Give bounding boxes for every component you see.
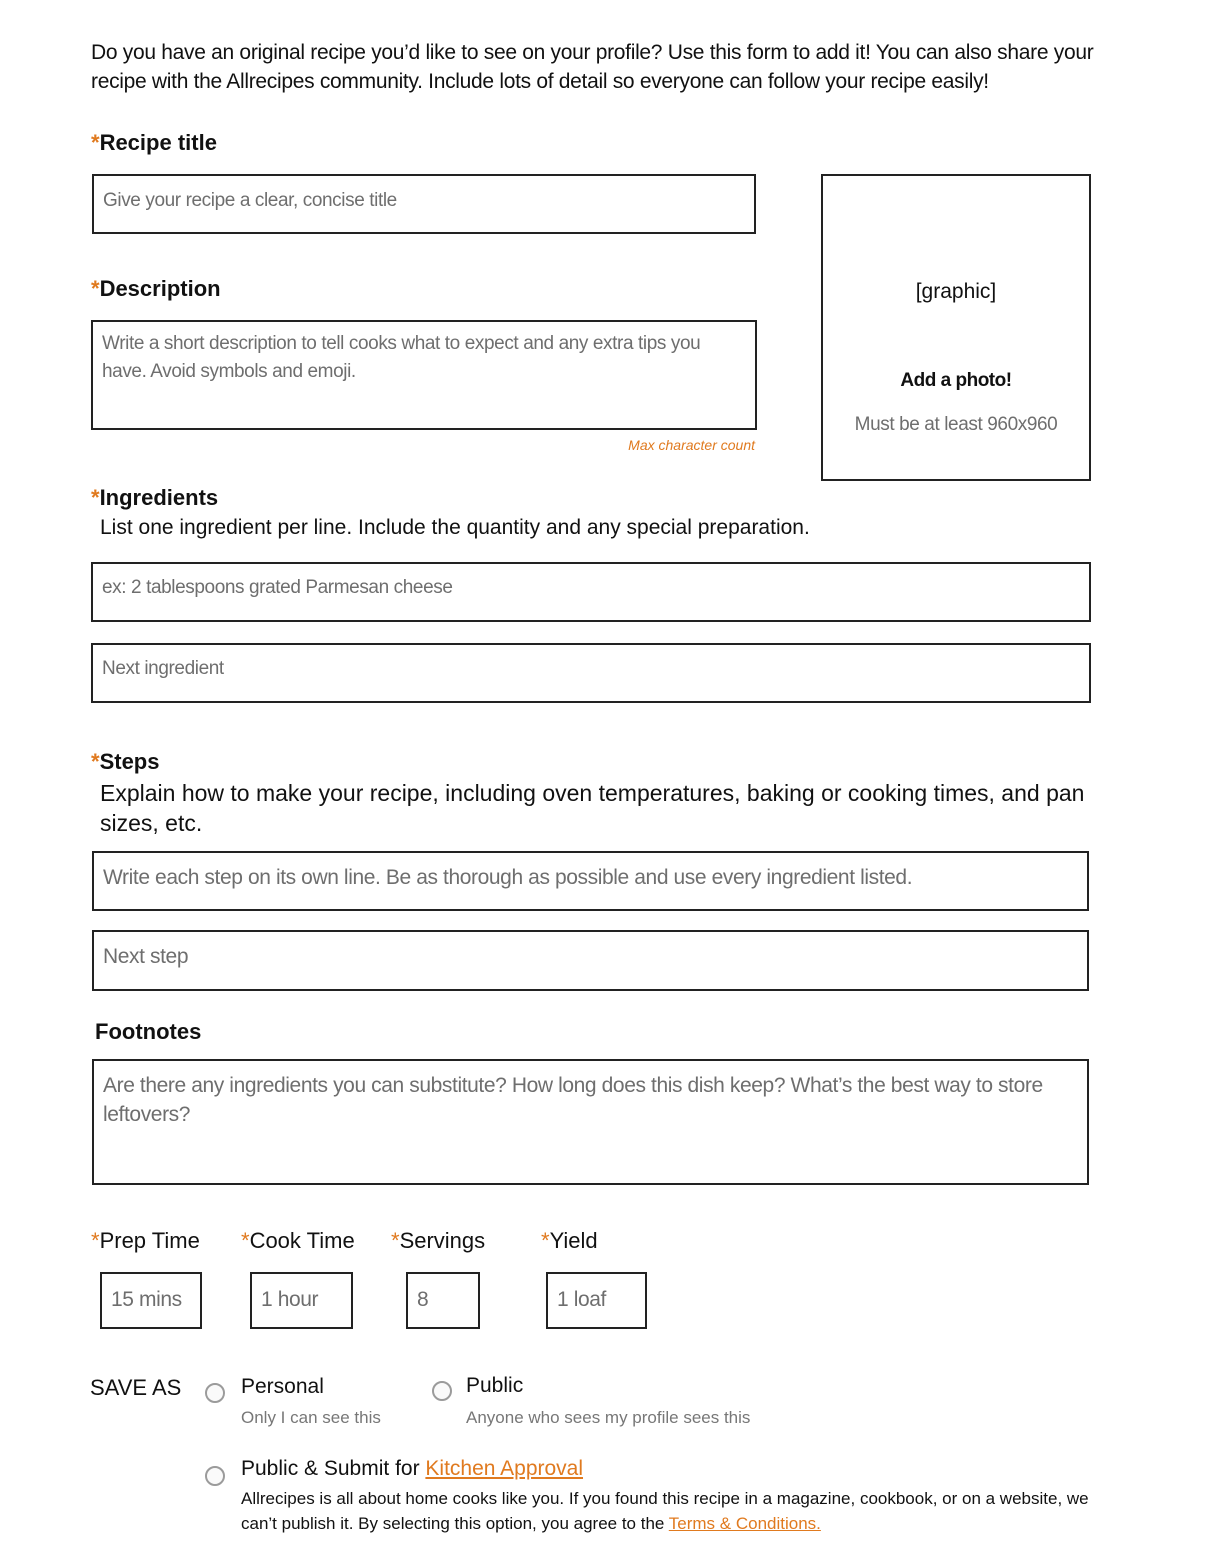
steps-helper: Explain how to make your recipe, including oven temperatures, baking or cooking times, and pan sizes, etc.: [100, 780, 1085, 836]
required-marker: *: [91, 749, 100, 774]
save-as-label: SAVE AS: [90, 1375, 182, 1400]
yield-label: [541, 1228, 598, 1254]
prep-time-label: [91, 1228, 200, 1254]
steps-label-text: Steps: [99, 749, 160, 774]
add-photo-box[interactable]: [821, 174, 1091, 481]
yield-input[interactable]: 1 loaf: [546, 1272, 647, 1329]
submit-approval-description: Allrecipes is all about home cooks like you. If you found this recipe in a magazine, cookbook, or on a website, we can’t publish it. By selecting this option, you agree to the: [241, 1489, 1089, 1533]
submit-approval-option-label: [241, 1457, 583, 1481]
ingredients-helper: List one ingredient per line. Include the quantity and any special preparation.: [100, 516, 810, 539]
kitchen-approval-link[interactable]: Kitchen Approval: [425, 1457, 584, 1480]
required-marker: *: [241, 1228, 250, 1253]
personal-option-label: Personal: [241, 1375, 324, 1398]
photo-graphic: [graphic]: [915, 280, 997, 303]
personal-radio[interactable]: [205, 1383, 225, 1403]
servings-input[interactable]: 8: [406, 1272, 480, 1329]
recipe-title-label-text: Recipe title: [99, 130, 217, 155]
step-input[interactable]: Next step: [92, 930, 1089, 991]
ingredient-input[interactable]: ex: 2 tablespoons grated Parmesan cheese: [91, 562, 1091, 622]
terms-conditions-link[interactable]: Terms & Conditions.: [668, 1514, 821, 1533]
cook-time-label-text: Cook Time: [249, 1228, 355, 1253]
recipe-title-input[interactable]: Give your recipe a clear, concise title: [92, 174, 756, 234]
footnotes-label: Footnotes: [95, 1019, 202, 1044]
step-input[interactable]: Write each step on its own line. Be as thorough as possible and use every ingredient listed.: [92, 851, 1089, 911]
intro-text: Do you have an original recipe you’d like to see on your profile? Use this form to add it! You can also share your recipe with the Allrecipes community. Include lots of detail so everyone can follow your recipe easily!: [91, 41, 1094, 93]
submit-approval-sub: [241, 1486, 1121, 1536]
required-marker: *: [91, 1228, 100, 1253]
public-option-label: Public: [466, 1374, 524, 1397]
prep-time-label-text: Prep Time: [99, 1228, 200, 1253]
recipe-title-label: [91, 130, 217, 156]
submit-approval-radio[interactable]: [205, 1466, 225, 1486]
ingredient-input[interactable]: Next ingredient: [91, 643, 1091, 703]
servings-label: [391, 1228, 485, 1254]
ingredients-label: [91, 485, 218, 511]
description-input[interactable]: Write a short description to tell cooks what to expect and any extra tips you have. Avoid symbols and emoji.: [91, 320, 757, 430]
required-marker: *: [91, 276, 100, 301]
description-label-text: Description: [99, 276, 221, 301]
steps-label: [91, 749, 159, 775]
required-marker: *: [541, 1228, 550, 1253]
cook-time-input[interactable]: 1 hour: [250, 1272, 353, 1329]
servings-label-text: Servings: [399, 1228, 486, 1253]
cook-time-label: [241, 1228, 355, 1254]
required-marker: *: [91, 485, 100, 510]
public-option-sub: Anyone who sees my profile sees this: [466, 1408, 751, 1427]
required-marker: *: [391, 1228, 400, 1253]
footnotes-input[interactable]: Are there any ingredients you can substitute? How long does this dish keep? What’s the best way to store leftovers?: [92, 1059, 1089, 1185]
ingredients-label-text: Ingredients: [99, 485, 219, 510]
personal-option-sub: Only I can see this: [241, 1408, 381, 1427]
submit-approval-text: Public & Submit for: [241, 1457, 426, 1480]
required-marker: *: [91, 130, 100, 155]
prep-time-input[interactable]: 15 mins: [100, 1272, 202, 1329]
max-character-count: Max character count: [628, 437, 755, 453]
add-photo-title: Add a photo!: [900, 370, 1012, 391]
yield-label-text: Yield: [549, 1228, 598, 1253]
photo-requirement: Must be at least 960x960: [854, 414, 1058, 435]
description-label: [91, 276, 221, 302]
public-radio[interactable]: [432, 1381, 452, 1401]
